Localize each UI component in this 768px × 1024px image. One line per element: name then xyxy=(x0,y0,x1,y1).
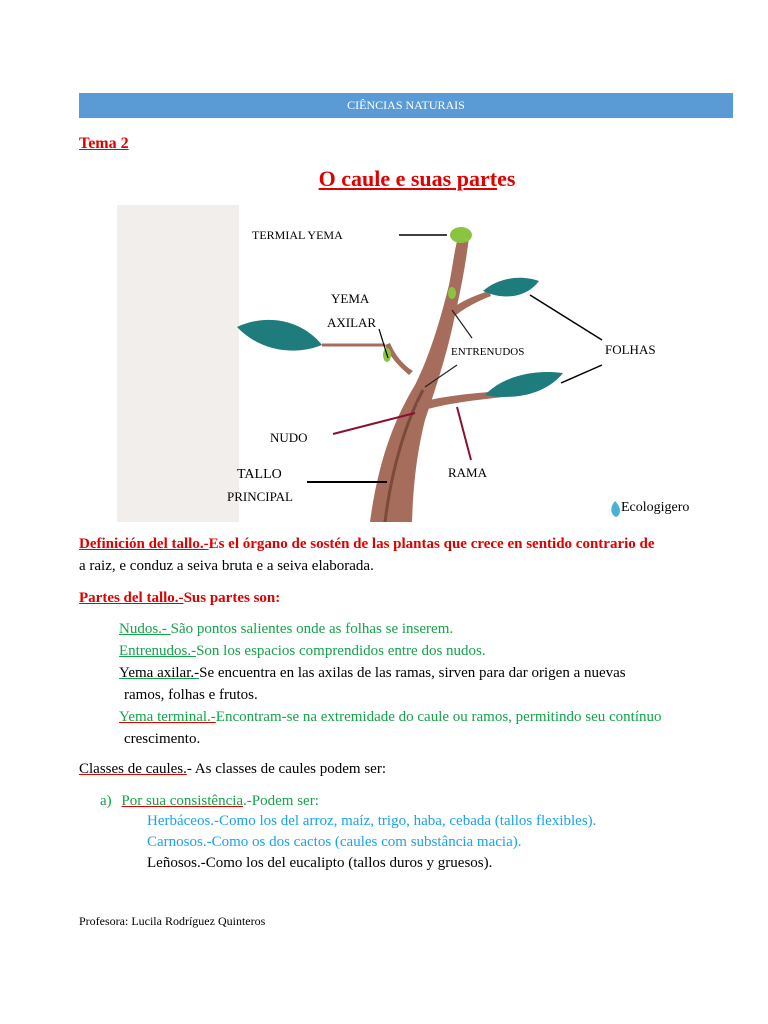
item-text: Leñosos.-Como los del eucalipto (tallos duros y gruesos). xyxy=(147,855,493,871)
stem-diagram xyxy=(117,205,695,522)
watermark: Ecologigero xyxy=(621,500,690,515)
item-text: São pontos salientes onde as folhas se inserem. xyxy=(170,621,454,637)
label-tallo: TALLO xyxy=(237,467,282,482)
item-text: Son los espacios comprendidos entre dos nudos. xyxy=(196,643,486,659)
label-yema: YEMA xyxy=(331,291,370,306)
item-continuation: ramos, folhas e frutos. xyxy=(124,687,258,703)
tema-label: Tema 2 xyxy=(79,135,129,152)
axillary-bud-upper xyxy=(448,287,456,299)
clases-term: Classes de caules. xyxy=(79,761,187,777)
title-tail: es xyxy=(497,166,516,191)
label-axilar: AXILAR xyxy=(327,315,377,330)
list-item xyxy=(147,853,596,874)
item-text: Se encuentra en las axilas de las ramas, sirven para dar origen a nuevas xyxy=(199,665,626,681)
partes-list xyxy=(104,618,744,750)
list-item xyxy=(147,832,596,853)
subject-title: CIÊNCIAS NATURAIS xyxy=(347,98,465,112)
footer-profesora: Profesora: Lucila Rodríguez Quinteros xyxy=(79,914,266,928)
label-principal: PRINCIPAL xyxy=(227,489,293,504)
list-item xyxy=(104,662,744,684)
list-item xyxy=(104,640,744,662)
definicion-rest: a raiz, e conduz a seiva bruta e a seiva elaborada. xyxy=(79,558,374,574)
definicion-term: Definición del tallo.- xyxy=(79,536,209,552)
list-item xyxy=(147,811,596,832)
label-folhas: FOLHAS xyxy=(605,342,656,357)
page-title xyxy=(0,166,768,192)
label-nudo: NUDO xyxy=(270,430,308,445)
item-continuation: crescimento. xyxy=(124,731,201,747)
partes-term: Partes del tallo.- xyxy=(79,590,184,606)
partes-heading xyxy=(79,587,749,609)
sub-a-marker: a) xyxy=(100,793,112,809)
bullet xyxy=(104,618,119,640)
list-item xyxy=(104,618,744,640)
label-entrenudos: ENTRENUDOS xyxy=(451,346,525,358)
item-text: Herbáceos.-Como los del arroz, maíz, trigo, haba, cebada (tallos flexibles). xyxy=(147,813,597,829)
bullet xyxy=(104,706,119,728)
sub-a-text: .-Podem ser: xyxy=(243,793,319,809)
clases-paragraph xyxy=(79,758,749,780)
subject-header-bar xyxy=(79,93,733,118)
label-rama: RAMA xyxy=(448,465,488,480)
clases-text: - As classes de caules podem ser: xyxy=(186,761,386,777)
item-term: Yema terminal.- xyxy=(119,709,216,725)
bullet xyxy=(104,640,119,662)
definicion-paragraph xyxy=(79,533,749,555)
item-term: Nudos.- xyxy=(119,621,171,637)
terminal-bud xyxy=(450,227,472,243)
sub-a-term: Por sua consistência xyxy=(121,793,244,809)
label-terminal-yema: TERMIAL YEMA xyxy=(252,228,343,242)
item-term: Yema axilar.- xyxy=(119,665,200,681)
definicion-text: Es el órgano de sostén de las plantas que crece en sentido contrario de xyxy=(208,536,655,552)
item-term: Entrenudos.- xyxy=(119,643,197,659)
bullet xyxy=(104,662,119,684)
item-text: Encontram-se na extremidade do caule ou ramos, permitindo seu contínuo xyxy=(215,709,662,725)
item-text: Carnosos.-Como os dos cactos (caules com substância macia). xyxy=(147,834,522,850)
partes-text: Sus partes son: xyxy=(183,590,281,606)
list-item xyxy=(104,706,744,728)
title-main: O caule e suas part xyxy=(318,166,498,191)
consistencia-list xyxy=(147,811,596,874)
sub-a-line xyxy=(100,790,319,812)
